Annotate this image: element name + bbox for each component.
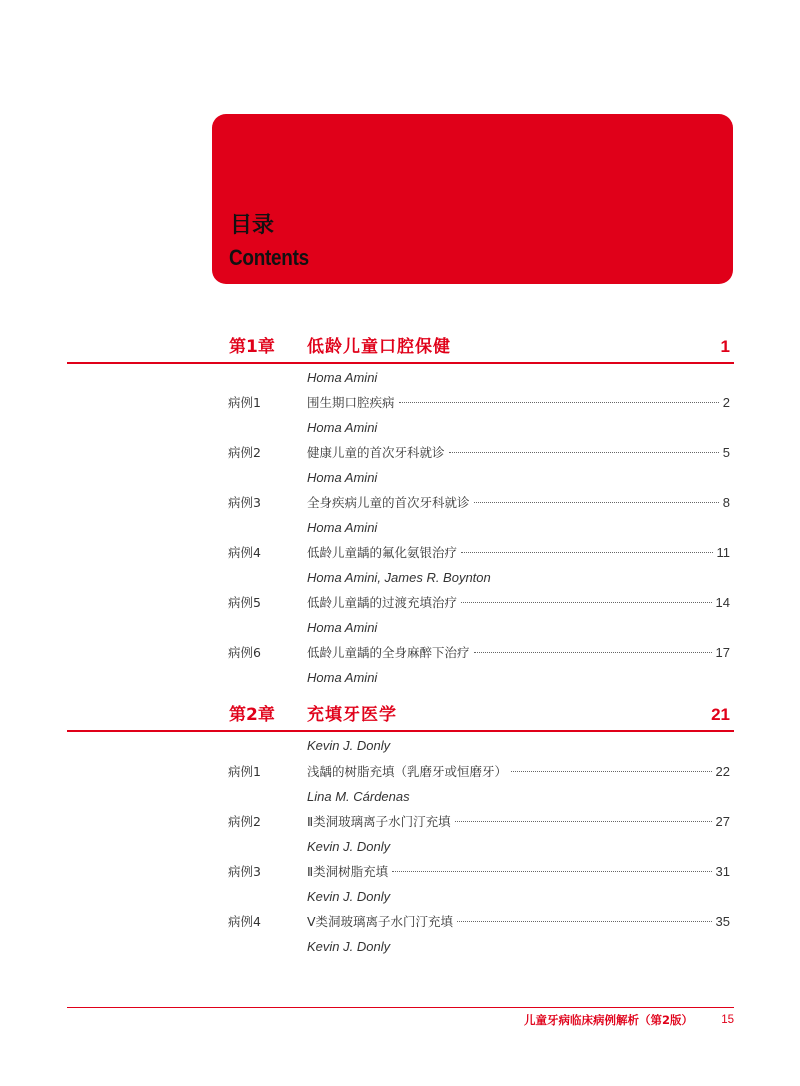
case-page: 14: [715, 595, 730, 610]
footer-page-number: 15: [721, 1014, 734, 1026]
chapter-heading[interactable]: [0, 334, 800, 362]
case-title: 低龄儿童龋的氟化氨银治疗: [307, 545, 458, 560]
case-label: 病例2: [228, 814, 261, 829]
chapter-lead-author: Kevin J. Donly: [307, 738, 391, 753]
case-page: 8: [722, 495, 730, 510]
chapter-title: 充填牙医学: [307, 705, 397, 725]
case-page: 11: [716, 545, 730, 560]
toc-entry[interactable]: [0, 594, 800, 612]
case-title: 围生期口腔疾病: [307, 395, 395, 410]
contents-title-cn: 目录: [230, 213, 275, 238]
case-label: 病例6: [228, 645, 261, 660]
toc-entry[interactable]: [0, 544, 800, 562]
case-author: Kevin J. Donly: [307, 889, 391, 904]
chapter-heading[interactable]: [0, 702, 800, 730]
chapter-page: 21: [711, 705, 730, 724]
toc-entry[interactable]: [0, 763, 800, 781]
case-page: 5: [722, 445, 730, 460]
chapter-number: 第2章: [229, 705, 275, 725]
footer-book-title: 儿童牙病临床病例解析（第2版）: [524, 1013, 693, 1027]
chapter-lead-author: Homa Amini: [307, 370, 378, 385]
toc-entry[interactable]: [0, 913, 800, 931]
case-title: 健康儿童的首次牙科就诊: [307, 445, 445, 460]
dot-leader: [461, 602, 712, 603]
case-page: 22: [715, 764, 730, 779]
dot-leader: [392, 871, 711, 872]
case-title: Ⅴ类洞玻璃离子水门汀充填: [307, 914, 454, 929]
case-author: Homa Amini: [307, 470, 378, 485]
case-label: 病例4: [228, 545, 261, 560]
case-page: 2: [722, 395, 730, 410]
case-label: 病例1: [228, 764, 261, 779]
dot-leader: [457, 921, 711, 922]
case-page: 17: [715, 645, 730, 660]
case-author: Lina M. Cárdenas: [307, 789, 410, 804]
contents-banner: [212, 114, 733, 284]
case-label: 病例4: [228, 914, 261, 929]
case-title: 浅龋的树脂充填（乳磨牙或恒磨牙）: [307, 764, 508, 779]
dot-leader: [461, 552, 712, 553]
dot-leader: [399, 402, 719, 403]
case-title: 全身疾病儿童的首次牙科就诊: [307, 495, 470, 510]
dot-leader: [474, 502, 719, 503]
chapter-number: 第1章: [229, 337, 275, 357]
case-page: 31: [715, 864, 730, 879]
dot-leader: [511, 771, 712, 772]
case-author: Kevin J. Donly: [307, 839, 391, 854]
case-label: 病例5: [228, 595, 261, 610]
dot-leader: [474, 652, 712, 653]
footer-divider: [67, 1007, 734, 1008]
chapter-divider: [67, 362, 734, 364]
case-title: 低龄儿童龋的过渡充填治疗: [307, 595, 458, 610]
case-author: Homa Amini: [307, 520, 378, 535]
case-author: Homa Amini: [307, 670, 378, 685]
contents-title-en: Contents: [229, 245, 309, 270]
toc-entry[interactable]: [0, 494, 800, 512]
chapter-title: 低龄儿童口腔保健: [307, 337, 451, 357]
toc-entry[interactable]: [0, 394, 800, 412]
case-title: Ⅱ类洞玻璃离子水门汀充填: [307, 814, 451, 829]
chapter-divider: [67, 730, 734, 732]
toc-entry[interactable]: [0, 644, 800, 662]
dot-leader: [449, 452, 719, 453]
case-label: 病例3: [228, 864, 261, 879]
case-title: Ⅱ类洞树脂充填: [307, 864, 389, 879]
case-author: Homa Amini, James R. Boynton: [307, 570, 491, 585]
case-label: 病例1: [228, 395, 261, 410]
case-author: Kevin J. Donly: [307, 939, 391, 954]
chapter-page: 1: [720, 337, 730, 356]
case-title: 低龄儿童龋的全身麻醉下治疗: [307, 645, 470, 660]
case-author: Homa Amini: [307, 420, 378, 435]
case-label: 病例2: [228, 445, 261, 460]
case-label: 病例3: [228, 495, 261, 510]
toc-entry[interactable]: [0, 813, 800, 831]
case-page: 35: [715, 914, 730, 929]
case-author: Homa Amini: [307, 620, 378, 635]
toc-entry[interactable]: [0, 863, 800, 881]
toc-entry[interactable]: [0, 444, 800, 462]
dot-leader: [455, 821, 712, 822]
case-page: 27: [715, 814, 730, 829]
